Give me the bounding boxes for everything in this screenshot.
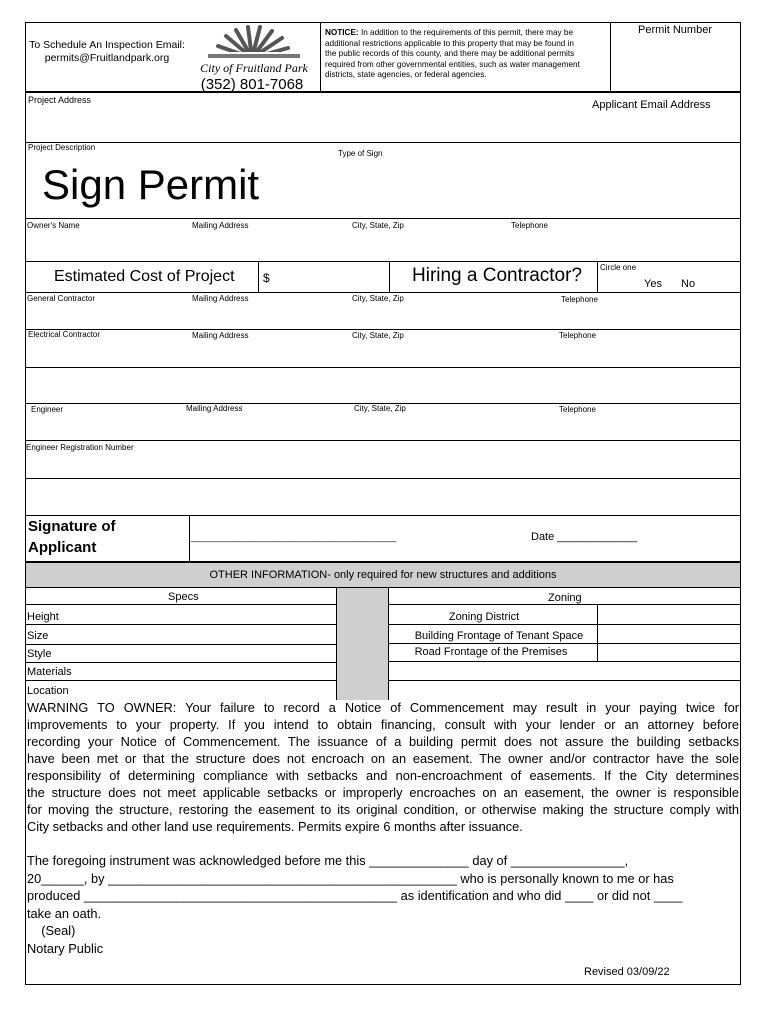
notary-line: 20______, by _________________________________________________ who is personally known to me or has — [27, 870, 674, 886]
warning-line: for moving the structure, restoring the easement to its original condition, or otherwise making the structure comply with — [27, 802, 739, 817]
signature-label-2: Applicant — [28, 539, 97, 556]
logo-text: City of Fruitland Park — [200, 61, 308, 75]
zoning-building-frontage: Building Frontage of Tenant Space — [414, 630, 584, 642]
hiring-contractor-label: Hiring a Contractor? — [412, 265, 583, 286]
revised-date: Revised 03/09/22 — [584, 966, 670, 978]
owner-telephone-label: Telephone — [511, 221, 548, 230]
warning-line: the structure does not meet applicable setbacks or improperly encroaches on an easement, the owner is responsible — [27, 785, 739, 800]
notary-line: produced ____________________________________________ as identification and who did ____ or did not ____ — [27, 888, 683, 903]
notice-line: the public records of this county, and there may be additional permits — [325, 49, 575, 58]
notice-line: districts, state agencies, or federal agencies. — [325, 70, 487, 79]
specs-header: Specs — [168, 591, 199, 603]
notice-line: In addition to the requirements of this permit, there may be — [358, 28, 574, 37]
notary-line: The foregoing instrument was acknowledged before me this ______________ day of ________________, — [27, 853, 629, 868]
spec-size: Size — [27, 630, 49, 642]
spec-materials: Materials — [27, 666, 72, 678]
warning-line: WARNING TO OWNER: Your failure to record a Notice of Commencement may result in your paying twice for — [27, 700, 739, 715]
notice-line: additional restrictions applicable to this property that may be found in — [325, 38, 574, 48]
owner-mailing-label: Mailing Address — [192, 221, 249, 230]
zoning-header: Zoning — [548, 592, 582, 604]
type-of-sign-label: Type of Sign — [338, 149, 383, 158]
spec-style: Style — [27, 648, 52, 660]
notary-line: Notary Public — [27, 940, 104, 956]
other-info-header: OTHER INFORMATION- only required for new structures and additions — [209, 569, 557, 581]
notary-line: take an oath. — [27, 905, 101, 921]
notice-line: required from other governmental entities, such as water management — [325, 59, 580, 69]
warning-line: recording your Notice of Commencement. The issuance of a building permit does not assure the building setbacks — [27, 734, 739, 749]
schedule-line1: To Schedule An Inspection Email: — [29, 39, 185, 51]
engineer-registration-label: Engineer Registration Number — [26, 443, 134, 452]
owner-city-label: City, State, Zip — [352, 221, 404, 230]
applicant-email-label: Applicant Email Address — [592, 99, 711, 111]
notice-label: NOTICE: — [325, 28, 359, 37]
ec-mailing-label: Mailing Address — [192, 331, 249, 340]
gc-city-label: City, State, Zip — [352, 294, 404, 303]
spec-height: Height — [27, 611, 59, 623]
warning-text — [27, 699, 739, 835]
table-divider-grey — [336, 588, 389, 700]
engineer-city-label: City, State, Zip — [354, 404, 406, 413]
circle-one-label: Circle one — [600, 263, 637, 272]
notary-line: (Seal) — [27, 923, 76, 938]
currency-symbol: $ — [263, 271, 270, 285]
page-title: Sign Permit — [42, 161, 260, 208]
engineer-mailing-label: Mailing Address — [186, 404, 243, 413]
notary-text — [27, 852, 739, 957]
zoning-road-frontage: Road Frontage of the Premises — [414, 646, 568, 658]
warning-line: City setbacks and other land use requirements. Permits expire 6 months after issuance. — [27, 819, 523, 834]
project-description-label: Project Description — [28, 143, 96, 152]
gc-mailing-label: Mailing Address — [192, 294, 249, 303]
project-address-label: Project Address — [28, 95, 92, 105]
estimated-cost-label: Estimated Cost of Project — [54, 268, 235, 285]
zoning-district: Zoning District — [448, 611, 520, 623]
yes-option[interactable]: Yes — [644, 278, 662, 290]
gc-telephone-label: Telephone — [561, 295, 598, 304]
notice-text — [325, 28, 609, 81]
ec-city-label: City, State, Zip — [352, 331, 404, 340]
schedule-email[interactable]: permits@Fruitlandpark.org — [44, 52, 170, 64]
general-contractor-label: General Contractor — [27, 294, 96, 303]
owner-name-label: Owner's Name — [27, 221, 80, 230]
signature-label-1: Signature of — [28, 518, 116, 535]
warning-line: responsibility of determining compliance with setbacks and non-encroachment of easements. If the City determines — [27, 768, 739, 783]
spec-location: Location — [27, 685, 69, 697]
engineer-label: Engineer — [31, 405, 64, 414]
phone-number: (352) 801-7068 — [200, 76, 304, 93]
ec-telephone-label: Telephone — [559, 331, 596, 340]
warning-line: improvements to your property. If you intend to obtain financing, consult with your lender or an attorney before — [27, 717, 739, 732]
electrical-contractor-label: Electrical Contractor — [28, 330, 101, 339]
engineer-telephone-label: Telephone — [559, 405, 596, 414]
permit-number-label: Permit Number — [638, 24, 712, 36]
warning-line: have been met or that the structure does not encroach on an easement. The owner and/or contractor have the sole — [27, 751, 739, 766]
date-field[interactable]: Date _____________ — [531, 531, 637, 543]
no-option[interactable]: No — [681, 278, 696, 290]
signature-line[interactable]: _________________________________________ — [191, 532, 397, 542]
